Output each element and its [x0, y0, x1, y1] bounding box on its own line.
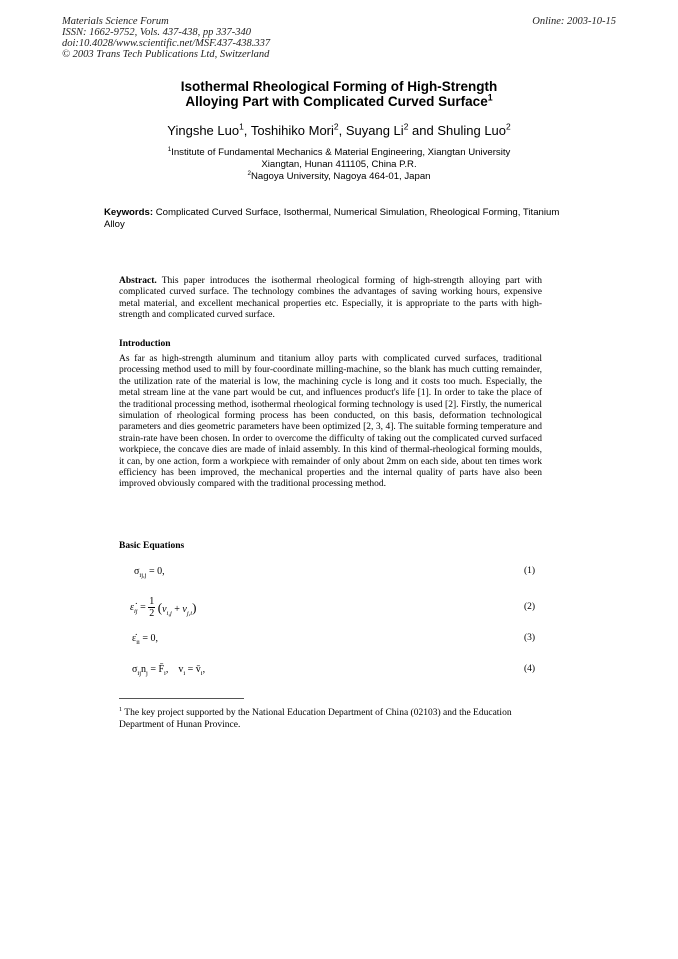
equation-3: $\varepsiloṅ_{ii} = 0$,	[132, 633, 158, 646]
journal-name: Materials Science Forum	[62, 16, 169, 27]
footnote-divider	[119, 698, 244, 699]
title-line-1: Isothermal Rheological Forming of High-Strength	[180, 79, 498, 94]
affiliations	[0, 147, 678, 183]
footnote-text: The key project supported by the National Education Department of China (02103) and the Education Department of Hunan Province.	[119, 708, 512, 730]
title-footnote-mark: 1	[487, 92, 493, 103]
equation-2: $\varepsiloṅ_{ij}$ = $\frac{1}{2}$ $(v_{i,j} + v_{j,i})$	[130, 596, 197, 619]
issn-line: ISSN: 1662-9752, Vols. 437-438, pp 337-340	[62, 27, 251, 38]
equation-4-number: (4)	[524, 664, 536, 674]
affiliation-1-address: Xiangtan, Hunan 411105, China P.R.	[261, 159, 417, 170]
paper-title	[0, 79, 678, 109]
author-affiliation-mark: 2	[403, 121, 409, 132]
affiliation-1: $^1$Institute of Fundamental Mechanics & Material Engineering, Xiangtan University	[167, 145, 511, 158]
keywords-label: Keywords:	[104, 207, 154, 218]
introduction-paragraph: As far as high-strength aluminum and titanium alloy parts with complicated curved surfaces, traditional processing method used to mill by four-coordinate milling-machine, so the blank has much cutting remainder, the utilization rate of the material is low, the machining cycle is long and it costs too much. Especially, the metal stream line at the vane part would be cut, and influences product's life [1]. In order to take the place of the traditional processing method, isothermal rheological forming technology is used [2]. Firstly, the numerical simulation of rheological forming process has been conducted, on this basis, deformation technological parameters and dies geometric parameters have been optimized [2, 3, 4]. The suitable forming temperature and strain-rate have been chosen. In order to overcome the difficulty of taking out the complicated curved surfaced workpiece, the concave dies are made of inlaid assembly. In this kind of thermal-rheological forming moulds, it can, by one action, form a workpiece with remainder of only about 2mm on each side, about ten times work efficiency has been improved, the mechanical properties and the internal quality of parts have also been improved obviously compared with the traditional processing method.	[119, 354, 542, 490]
author-name: Shuling Luo	[437, 123, 507, 138]
keywords	[104, 207, 574, 231]
doi-link[interactable]: doi:10.4028/www.scientific.net/MSF.437-438.337	[62, 38, 271, 49]
abstract	[119, 276, 542, 322]
online-date: Online: 2003-10-15	[532, 16, 616, 27]
author-affiliation-mark: 2	[506, 121, 511, 132]
abstract-text: This paper introduces the isothermal rheological forming of high-strength alloying part with complicated curved surface. The technology combines the advantages of saving working hours, expensive metal material, and excellent mechanical properties etc. Especially, it is appropriate to the parts with high-strength and complicated curved surface.	[119, 276, 542, 321]
section-heading-introduction: Introduction	[119, 339, 171, 349]
footnote	[119, 707, 542, 731]
keywords-text: Complicated Curved Surface, Isothermal, Numerical Simulation, Rheological Forming, Titanium Alloy	[104, 207, 560, 230]
section-heading-equations: Basic Equations	[119, 541, 185, 551]
author-list: Yingshe Luo$^1$, Toshihiko Mori$^2$, Suyang Li$^2$ and Shuling Luo$^2$	[167, 121, 511, 138]
author-affiliation-mark: 2	[333, 121, 339, 132]
fraction-one-half: $\frac{1}{2}$	[149, 596, 155, 619]
equation-1: $\sigma_{ij,j} = 0$,	[134, 566, 165, 579]
author-name: Toshihiko Mori	[250, 123, 334, 138]
equation-2-number: (2)	[524, 602, 536, 612]
copyright-line: © 2003 Trans Tech Publications Ltd, Switzerland	[62, 49, 270, 60]
equation-3-number: (3)	[524, 633, 536, 643]
title-line-2: Alloying Part with Complicated Curved Surface$^1$	[185, 92, 493, 109]
publication-header	[62, 16, 442, 60]
abstract-label: Abstract.	[119, 276, 157, 286]
affiliation-2: $^2$Nagoya University, Nagoya 464-01, Japan	[247, 169, 431, 182]
equation-4: $\sigma_{ij}n_j$ = $F̄_i$, $v_i$ = $v̄_i$,	[132, 664, 206, 677]
author-name: Yingshe Luo	[167, 123, 240, 138]
author-name: Suyang Li	[345, 123, 404, 138]
equation-1-number: (1)	[524, 566, 536, 576]
footnote-mark: 1	[119, 706, 123, 713]
author-affiliation-mark: 1	[239, 121, 244, 132]
